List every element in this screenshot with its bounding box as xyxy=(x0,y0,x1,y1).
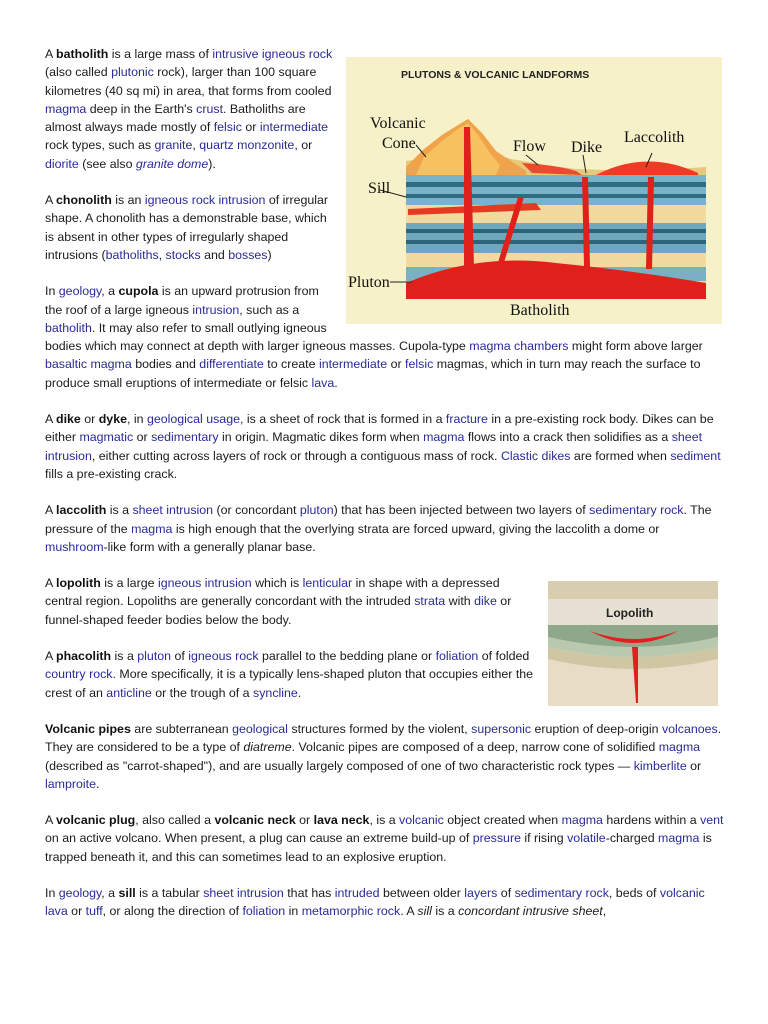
inline-link[interactable]: magma xyxy=(423,430,465,445)
inline-link[interactable]: igneous intrusion xyxy=(157,576,252,591)
inline-link[interactable]: sediment xyxy=(670,448,721,463)
inline-link[interactable]: sedimentary rock xyxy=(514,885,609,900)
inline-link[interactable]: volatile xyxy=(567,831,606,846)
inline-link[interactable]: magma xyxy=(561,813,603,828)
inline-link[interactable]: fracture xyxy=(445,412,488,427)
inline-link[interactable]: metamorphic rock xyxy=(301,904,401,919)
inline-link[interactable]: basaltic magma xyxy=(45,357,132,372)
inline-link[interactable]: supersonic xyxy=(471,721,532,736)
bold-term: lava neck xyxy=(313,813,370,828)
italic-term: sill xyxy=(417,904,432,919)
inline-link[interactable]: sheet intrusion xyxy=(203,885,284,900)
paragraph-phacolith: A phacolith is a pluton of igneous rock parallel to the bedding plane or foliation of folded country rock. More specifically, it is a typically lens-shaped pluton that occupies either the crest of an anticline or the trough of a syncline. xyxy=(45,649,534,700)
inline-link[interactable]: tuff xyxy=(85,904,103,919)
bold-term: volcanic neck xyxy=(214,813,296,828)
bold-term: phacolith xyxy=(56,649,112,664)
inline-link[interactable]: igneous rock xyxy=(188,649,259,664)
inline-link[interactable]: granite xyxy=(154,138,193,153)
inline-link[interactable]: magma xyxy=(45,101,87,116)
inline-link[interactable]: lava xyxy=(311,375,335,390)
inline-link[interactable]: granite dome xyxy=(135,156,209,171)
inline-link[interactable]: pluton xyxy=(137,649,172,664)
inline-link[interactable]: felsic xyxy=(405,357,434,372)
inline-link[interactable]: layers xyxy=(464,885,498,900)
plutons-volcanic-landforms-figure xyxy=(346,57,722,324)
inline-link[interactable]: batholith xyxy=(45,320,92,335)
inline-link[interactable]: volcanic lava xyxy=(45,885,705,919)
label-batholith: Batholith xyxy=(510,302,570,319)
document-page xyxy=(45,45,725,939)
inline-link[interactable]: dike xyxy=(474,594,497,609)
bold-term: sill xyxy=(118,885,136,900)
label-sill: Sill xyxy=(368,180,391,197)
inline-link[interactable]: intrusion xyxy=(192,302,240,317)
inline-link[interactable]: sheet intrusion xyxy=(132,503,214,518)
inline-link[interactable]: geological xyxy=(232,721,288,736)
inline-link[interactable]: magma chambers xyxy=(469,339,569,354)
bold-term: batholith xyxy=(56,47,109,61)
paragraph-chonolith: A chonolith is an igneous rock intrusion of irregular shape. A chonolith has a demonstrable base, which is absent in other types of irregularly shaped intrusions (batholiths, stocks and bosses) xyxy=(45,193,329,262)
inline-link[interactable]: felsic xyxy=(213,120,242,135)
inline-link[interactable]: syncline xyxy=(253,685,298,700)
label-pluton: Pluton xyxy=(348,274,390,291)
inline-link[interactable]: sedimentary xyxy=(151,430,219,445)
paragraph-volcanic-plug: A volcanic plug, also called a volcanic neck or lava neck, is a volcanic object created when magma hardens within a vent on an active volcano. When present, a plug can cause an extreme build-up of pressure if rising volatile-charged magma is trapped beneath it, and this can sometimes lead to an explosive eruption. xyxy=(45,813,724,864)
paragraph-laccolith: A laccolith is a sheet intrusion (or concordant pluton) that has been injected between two layers of sedimentary rock. The pressure of the magma is high enough that the overlying strata are forced upward, giving the laccolith a dome or mushroom-like form with a generally planar base. xyxy=(45,503,712,554)
lopolith-figure xyxy=(548,581,718,706)
inline-link[interactable]: stocks xyxy=(165,247,201,262)
inline-link[interactable]: country rock xyxy=(45,667,113,682)
inline-link[interactable]: strata xyxy=(414,594,446,609)
bold-term: dike xyxy=(56,412,81,427)
inline-link[interactable]: anticline xyxy=(106,685,152,700)
inline-link[interactable]: Clastic dikes xyxy=(500,448,571,463)
paragraph-cupola: In geology, a cupola is an upward protrusion from the roof of a large igneous intrusion, such as a batholith. It may also refer to small outlying igneous bodies which may connect at depth with larger igneous masses. Cupola-type magma chambers might form above larger basaltic magma bodies and differentiate to create intermediate or felsic magmas, which in turn may reach the surface to produce small eruptions of intermediate or felsic lava. xyxy=(45,284,703,390)
paragraph-sill: In geology, a sill is a tabular sheet intrusion that has intruded between older layers of sedimentary rock, beds of volcanic lava or tuff, or along the direction of foliation in metamorphic rock. A sill is a concordant intrusive sheet, xyxy=(45,885,705,919)
inline-link[interactable]: intermediate xyxy=(318,357,388,372)
inline-link[interactable]: intermediate xyxy=(259,120,329,135)
inline-link[interactable]: foliation xyxy=(242,904,286,919)
bold-term: lopolith xyxy=(56,576,101,591)
inline-link[interactable]: sheet intrusion xyxy=(45,430,703,463)
inline-link[interactable]: geological usage xyxy=(146,412,240,427)
inline-link[interactable]: kimberlite xyxy=(633,758,687,773)
inline-link[interactable]: foliation xyxy=(435,649,479,664)
inline-link[interactable]: intruded xyxy=(334,885,380,900)
inline-link[interactable]: diorite xyxy=(45,156,79,171)
bold-term: chonolith xyxy=(56,193,112,208)
paragraph-volcanic-pipes: Volcanic pipes are subterranean geological structures formed by the violent, supersonic eruption of deep-origin volcanoes. They are considered to be a type of diatreme. Volcanic pipes are composed of a deep, narrow cone of solidified magma (described as "carrot-shaped"), and are usually largely composed of one of two characteristic rock types — kimberlite or lamproite. xyxy=(45,721,722,791)
bold-term: Volcanic pipes xyxy=(45,721,131,736)
inline-link[interactable]: vent xyxy=(700,813,724,828)
inline-link[interactable]: intrusive igneous rock xyxy=(212,47,333,61)
bold-term: laccolith xyxy=(56,503,107,518)
inline-link[interactable]: sedimentary rock xyxy=(589,503,684,518)
inline-link[interactable]: plutonic xyxy=(111,65,154,80)
label-laccolith: Laccolith xyxy=(624,129,685,146)
inline-link[interactable]: volcanoes xyxy=(661,721,718,736)
figure-title: PLUTONS & VOLCANIC LANDFORMS xyxy=(401,69,590,81)
inline-link[interactable]: quartz monzonite xyxy=(199,138,295,153)
label-volcanic: Volcanic xyxy=(370,115,426,132)
paragraph-batholith: A batholith is a large mass of intrusive igneous rock (also called plutonic rock), larger than 100 square kilometres (40 sq mi) in area, that forms from cooled magma deep in the Earth's crust. Batholiths are almost always made mostly of felsic or intermediate rock types, such as granite, quartz monzonite, or diorite (see also granite dome). xyxy=(45,47,333,171)
paragraph-lopolith: A lopolith is a large igneous intrusion which is lenticular in shape with a depressed central region. Lopoliths are generally concordant with the intruded strata with dike or funnel-shaped feeder bodies below the body. xyxy=(45,576,512,627)
inline-link[interactable]: geology xyxy=(58,885,102,900)
inline-link[interactable]: pluton xyxy=(299,503,334,518)
inline-link[interactable]: volcanic xyxy=(399,813,444,828)
inline-link[interactable]: bosses xyxy=(228,247,268,262)
label-cone: Cone xyxy=(382,135,416,152)
paragraph-dike: A dike or dyke, in geological usage, is a sheet of rock that is formed in a fracture in a pre-existing rock body. Dikes can be either magmatic or sedimentary in origin. Magmatic dikes form when magma flows into a crack then solidifies as a sheet intrusion, either cutting across layers of rock or through a contiguous mass of rock. Clastic dikes are formed when sediment fills a pre-existing crack. xyxy=(45,412,721,481)
inline-link[interactable]: magma xyxy=(131,521,173,536)
lopolith-figure-title: Lopolith xyxy=(606,606,654,621)
bold-term: cupola xyxy=(118,284,159,299)
inline-link[interactable]: batholiths xyxy=(105,247,159,262)
bold-term: volcanic plug xyxy=(56,813,136,828)
label-dike: Dike xyxy=(571,139,603,156)
italic-term: diatreme xyxy=(243,740,292,755)
inline-link[interactable]: crust xyxy=(196,101,224,116)
inline-link[interactable]: magmatic xyxy=(79,430,134,445)
inline-link[interactable]: lenticular xyxy=(302,576,353,591)
inline-link[interactable]: geology xyxy=(58,284,102,299)
inline-link[interactable]: mushroom xyxy=(45,539,104,554)
label-flow: Flow xyxy=(513,138,546,155)
inline-link[interactable]: lamproite xyxy=(45,776,96,791)
inline-link[interactable]: igneous rock intrusion xyxy=(144,193,266,208)
inline-link[interactable]: magma xyxy=(658,740,701,755)
italic-term: concordant intrusive sheet xyxy=(458,904,603,919)
inline-link[interactable]: pressure xyxy=(472,831,521,846)
inline-link[interactable]: differentiate xyxy=(199,357,264,372)
inline-link[interactable]: magma xyxy=(658,831,700,846)
bold-term: dyke xyxy=(98,412,127,427)
